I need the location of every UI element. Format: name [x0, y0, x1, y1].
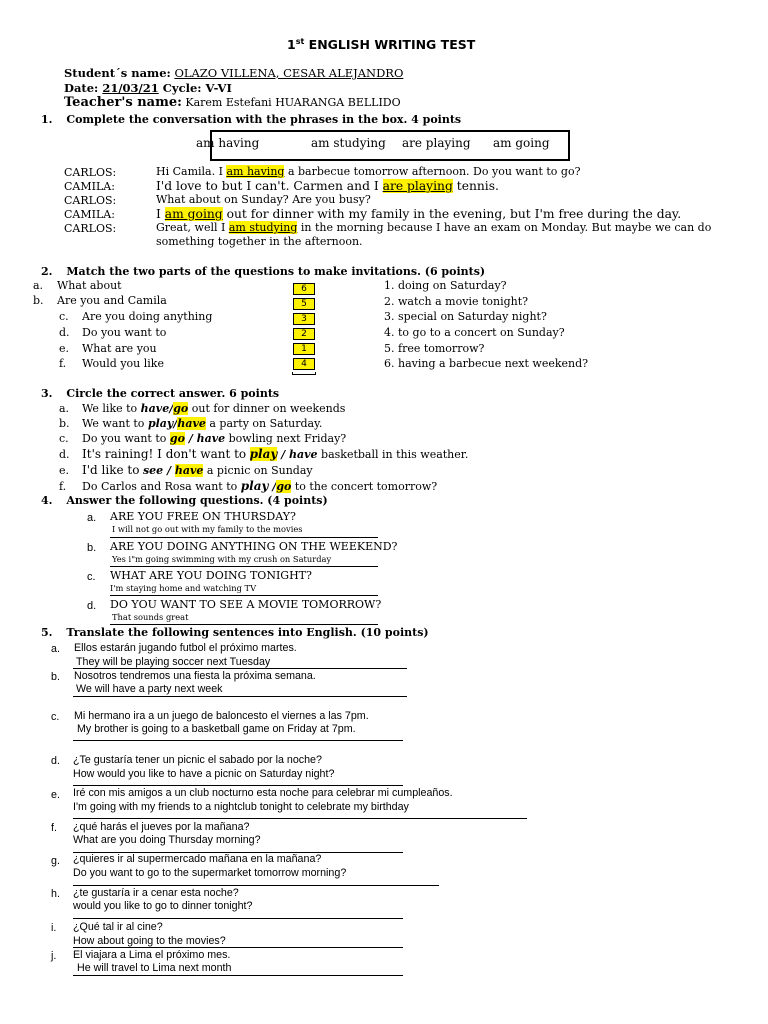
- q5-spanish: ¿Qué tal ir al cine?: [73, 921, 163, 933]
- q5-english[interactable]: Do you want to go to the supermarket tomorrow morning?: [73, 867, 347, 879]
- q5-letter: f.: [51, 822, 57, 834]
- teacher-value: Karem Estefani HUARANGA BELLIDO: [185, 96, 401, 109]
- dialogue-line: I am going out for dinner with my family in the evening, but I'm free during the day.: [156, 207, 682, 221]
- q4-letter: c.: [87, 571, 96, 583]
- q3-item: Do Carlos and Rosa want to play /go to the concert tomorrow?: [82, 479, 438, 493]
- answer-underline: [110, 595, 378, 596]
- q2-left-item: Are you doing anything: [82, 310, 213, 323]
- option-1-selected[interactable]: play: [249, 447, 278, 461]
- dialogue-speaker: CARLOS:: [64, 194, 117, 207]
- phrase-am-having: am having: [196, 136, 260, 150]
- student-name-value: OLAZO VILLENA, CESAR ALEJANDRO: [174, 66, 404, 80]
- q2-letter: c.: [59, 310, 69, 323]
- q3-letter: f.: [59, 480, 67, 493]
- match-answer-box[interactable]: 6: [293, 283, 315, 295]
- answer-blank: am going: [164, 207, 223, 221]
- answer-underline: [73, 947, 403, 948]
- q2-letter: d.: [59, 326, 70, 339]
- phrase-am-going: am going: [493, 136, 550, 150]
- q5-spanish: Mi hermano ira a un juego de baloncesto el viernes a las 7pm.: [74, 710, 369, 722]
- answer-blank: am studying: [228, 221, 298, 234]
- option-1[interactable]: have: [140, 402, 170, 415]
- date-line: [64, 82, 232, 95]
- q2-left-item: Would you like: [82, 357, 164, 370]
- dialogue-speaker: CARLOS:: [64, 222, 117, 235]
- q3-item: Do you want to go / have bowling next Friday?: [82, 432, 347, 445]
- q3-letter: c.: [59, 432, 69, 445]
- q4-question: WHAT ARE YOU DOING TONIGHT?: [110, 569, 312, 582]
- option-2-selected[interactable]: have: [174, 464, 204, 477]
- option-2[interactable]: have: [289, 448, 318, 461]
- option-2-selected[interactable]: go: [276, 480, 292, 493]
- q5-spanish: El viajara a Lima el próximo mes.: [73, 949, 231, 961]
- answer-underline: [73, 918, 403, 919]
- q2-letter: b.: [33, 294, 44, 307]
- q5-letter: c.: [51, 711, 60, 723]
- date-value: 21/03/21: [102, 81, 159, 95]
- q4-answer[interactable]: Yes i"m going swimming with my crush on Saturday: [112, 554, 332, 564]
- q3-item: We want to play/have a party on Saturday.: [82, 417, 323, 430]
- q5-english[interactable]: How would you like to have a picnic on Saturday night?: [73, 768, 335, 780]
- option-1[interactable]: see: [142, 464, 164, 477]
- q4-heading: 4. Answer the following questions. (4 points): [41, 494, 328, 507]
- student-name-label: Student´s name:: [64, 66, 171, 80]
- q5-letter: b.: [51, 671, 60, 683]
- q5-letter: i.: [51, 922, 57, 934]
- q4-answer[interactable]: That sounds great: [112, 612, 189, 622]
- dialogue-line: What about on Sunday? Are you busy?: [156, 193, 371, 206]
- q3-letter: a.: [59, 402, 70, 415]
- dialogue-speaker: CARLOS:: [64, 166, 117, 179]
- q5-letter: a.: [51, 643, 60, 655]
- q3-item: We like to have/go out for dinner on weekends: [82, 402, 346, 415]
- match-answer-box[interactable]: 1: [293, 343, 315, 355]
- answer-blank: are playing: [382, 179, 453, 193]
- q2-right-item: 3. special on Saturday night?: [384, 310, 547, 323]
- phrase-am-studying: am studying: [311, 136, 386, 150]
- q2-heading: 2. Match the two parts of the questions to make invitations. (6 points): [41, 265, 486, 278]
- answer-underline: [73, 696, 407, 697]
- q5-letter: e.: [51, 789, 60, 801]
- q5-spanish: ¿qué harás el jueves por la mañana?: [73, 821, 250, 833]
- q5-english[interactable]: We will have a party next week: [76, 683, 223, 695]
- match-answer-box[interactable]: 2: [293, 328, 315, 340]
- cycle-label: Cycle: V-VI: [162, 81, 232, 95]
- q4-question: DO YOU WANT TO SEE A MOVIE TOMORROW?: [110, 598, 382, 611]
- option-2-selected[interactable]: go: [173, 402, 189, 415]
- match-answer-box[interactable]: 5: [293, 298, 315, 310]
- q5-letter: g.: [51, 855, 60, 867]
- dialogue-line: Great, well I am studying in the morning because I have an exam on Monday. But maybe we can do: [156, 221, 712, 234]
- answer-underline: [73, 818, 527, 819]
- q3-letter: e.: [59, 464, 70, 477]
- q3-item: I'd like to see / have a picnic on Sunday: [82, 463, 313, 477]
- q2-left-item: What about: [57, 279, 122, 292]
- option-2[interactable]: have: [196, 432, 226, 445]
- q2-letter: a.: [33, 279, 44, 292]
- q2-right-item: 6. having a barbecue next weekend?: [384, 357, 589, 370]
- q5-heading: 5. Translate the following sentences into English. (10 points): [41, 626, 429, 639]
- q4-answer[interactable]: I'm staying home and watching TV: [110, 583, 257, 593]
- q3-heading: 3. Circle the correct answer. 6 points: [41, 387, 280, 400]
- q2-left-item: What are you: [82, 342, 157, 355]
- q4-answer[interactable]: I will not go out with my family to the movies: [112, 524, 303, 534]
- answer-underline: [110, 537, 378, 538]
- answer-blank: am having: [226, 165, 285, 178]
- q3-letter: b.: [59, 417, 70, 430]
- q4-letter: d.: [87, 600, 97, 612]
- q4-letter: b.: [87, 542, 97, 554]
- dialogue-line: I'd love to but I can't. Carmen and I are playing tennis.: [156, 179, 499, 193]
- q5-spanish: Ellos estarán jugando futbol el próximo martes.: [74, 642, 297, 654]
- q5-english[interactable]: How about going to the movies?: [73, 935, 226, 947]
- dialogue-continuation: something together in the afternoon.: [156, 235, 363, 248]
- q4-question: ARE YOU FREE ON THURSDAY?: [110, 510, 296, 523]
- teacher-line: [64, 96, 401, 111]
- q2-right-item: 4. to go to a concert on Sunday?: [384, 326, 565, 339]
- answer-underline: [73, 740, 403, 741]
- q4-question: ARE YOU DOING ANYTHING ON THE WEEKEND?: [110, 540, 398, 553]
- option-2-selected[interactable]: have: [177, 417, 206, 430]
- q5-spanish: ¿te gustaría ir a cenar esta noche?: [73, 887, 239, 899]
- teacher-label: Teacher's name:: [64, 95, 182, 110]
- answer-underline: [73, 668, 407, 669]
- q5-spanish: ¿quieres ir al supermercado mañana en la mañana?: [73, 853, 322, 865]
- answer-underline: [73, 785, 403, 786]
- answer-underline: [73, 885, 439, 886]
- q2-letter: f.: [59, 357, 67, 370]
- q4-letter: a.: [87, 512, 97, 524]
- dialogue-speaker: CAMILA:: [64, 180, 115, 193]
- phrase-are-playing: are playing: [402, 136, 471, 150]
- match-box-bottom: [292, 372, 316, 375]
- q5-english[interactable]: would you like to go to dinner tonight?: [73, 900, 253, 912]
- q2-left-item: Are you and Camila: [57, 294, 167, 307]
- q1-heading: 1. Complete the conversation with the phrases in the box. 4 points: [41, 113, 462, 126]
- match-answer-box[interactable]: 3: [293, 313, 315, 325]
- q2-left-item: Do you want to: [82, 326, 167, 339]
- q5-letter: d.: [51, 755, 60, 767]
- q5-english[interactable]: He will travel to Lima next month: [77, 962, 232, 974]
- q5-letter: h.: [51, 888, 60, 900]
- q3-item: It's raining! I don't want to play / have basketball in this weather.: [82, 447, 469, 461]
- answer-underline: [110, 566, 378, 567]
- q3-letter: d.: [59, 448, 70, 461]
- q2-right-item: 2. watch a movie tonight?: [384, 295, 529, 308]
- test-title: 1st ENGLISH WRITING TEST: [287, 37, 476, 52]
- q2-letter: e.: [59, 342, 70, 355]
- answer-underline: [110, 624, 378, 625]
- option-1-selected[interactable]: go: [169, 432, 185, 445]
- q5-english[interactable]: My brother is going to a basketball game on Friday at 7pm.: [77, 723, 356, 735]
- option-1[interactable]: play: [147, 417, 174, 430]
- q5-english[interactable]: They will be playing soccer next Tuesday: [76, 656, 271, 668]
- match-answer-box[interactable]: 4: [293, 358, 315, 370]
- q5-english[interactable]: I'm going with my friends to a nightclub tonight to celebrate my birthday: [73, 801, 409, 813]
- q5-spanish: Iré con mis amigos a un club nocturno esta noche para celebrar mi cumpleaños.: [73, 787, 453, 799]
- q5-english[interactable]: What are you doing Thursday morning?: [73, 834, 261, 846]
- dialogue-line: Hi Camila. I am having a barbecue tomorrow afternoon. Do you want to go?: [156, 165, 581, 178]
- q2-right-item: 1. doing on Saturday?: [384, 279, 507, 292]
- date-label: Date:: [64, 81, 99, 95]
- q2-right-item: 5. free tomorrow?: [384, 342, 485, 355]
- student-name-line: [64, 67, 403, 80]
- q5-spanish: ¿Te gustaría tener un picnic el sabado por la noche?: [73, 754, 322, 766]
- dialogue-speaker: CAMILA:: [64, 208, 115, 221]
- option-1[interactable]: play: [240, 479, 269, 493]
- answer-underline: [73, 975, 403, 976]
- q5-spanish: Nosotros tendremos una fiesta la próxima semana.: [74, 670, 316, 682]
- q5-letter: j.: [51, 950, 57, 962]
